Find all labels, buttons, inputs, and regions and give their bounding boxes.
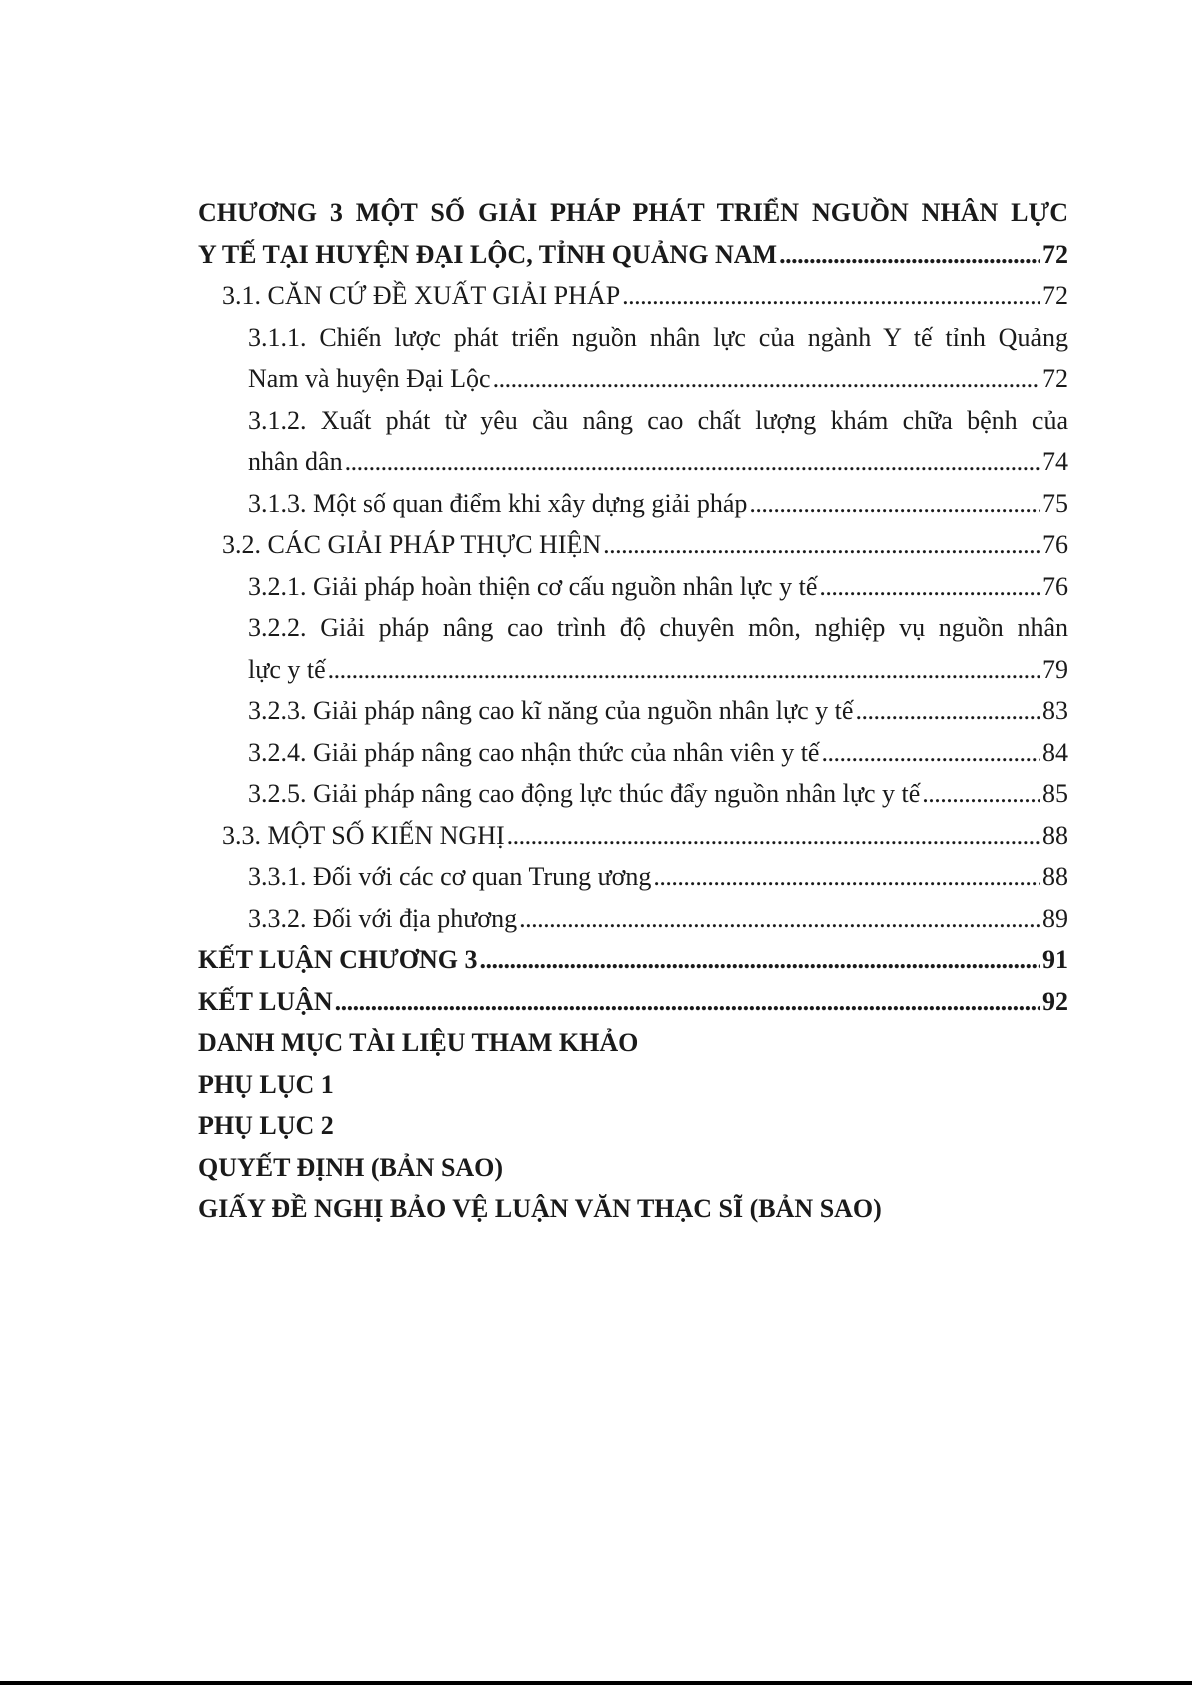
toc-page-number: 84 bbox=[1042, 737, 1068, 767]
dot-leader bbox=[779, 234, 1040, 276]
toc-section-3-3[interactable] bbox=[198, 815, 1068, 857]
toc-entry-text: 3.2.4. Giải pháp nâng cao nhận thức của nhân viên y tế bbox=[248, 737, 820, 767]
toc-references[interactable]: DANH MỤC TÀI LIỆU THAM KHẢO bbox=[198, 1028, 639, 1057]
dot-leader bbox=[519, 898, 1040, 940]
toc-section-3-3-1[interactable] bbox=[198, 856, 1068, 898]
toc-section-3-1-1-line1: 3.1.1. Chiến lược phát triển nguồn nhân lực của ngành Y tế tỉnh Quảng bbox=[248, 322, 1068, 352]
toc-entry-text: lực y tế bbox=[248, 654, 326, 684]
toc-page-number: 72 bbox=[1042, 239, 1068, 269]
toc-section-3-2-2-line1: 3.2.2. Giải pháp nâng cao trình độ chuyên môn, nghiệp vụ nguồn nhân bbox=[248, 613, 1068, 642]
dot-leader bbox=[622, 275, 1040, 317]
toc-page-number: 74 bbox=[1042, 447, 1068, 476]
dot-leader bbox=[480, 939, 1040, 981]
toc-entry-text: 3.2.1. Giải pháp hoàn thiện cơ cấu nguồn nhân lực y tế bbox=[248, 571, 818, 601]
table-of-contents bbox=[198, 192, 1068, 1230]
toc-entry-text: nhân dân bbox=[248, 447, 343, 476]
page-bottom-edge bbox=[0, 1681, 1192, 1685]
dot-leader bbox=[653, 856, 1040, 898]
toc-appendix-1[interactable]: PHỤ LỤC 1 bbox=[198, 1069, 334, 1099]
toc-page-number: 92 bbox=[1042, 986, 1068, 1016]
toc-page-number: 91 bbox=[1042, 945, 1068, 974]
dot-leader bbox=[507, 815, 1040, 857]
toc-entry-text: 3.3.1. Đối với các cơ quan Trung ương bbox=[248, 862, 652, 891]
toc-entry-text: 3.3. MỘT SỐ KIẾN NGHỊ bbox=[222, 820, 505, 850]
toc-page-number: 79 bbox=[1042, 654, 1068, 684]
toc-entry-text: Y TẾ TẠI HUYỆN ĐẠI LỘC, TỈNH QUẢNG NAM bbox=[198, 239, 778, 269]
toc-page-number: 72 bbox=[1042, 281, 1068, 310]
toc-section-3-2-5[interactable] bbox=[198, 773, 1068, 815]
toc-chapter3-line2[interactable] bbox=[198, 234, 1068, 276]
dot-leader bbox=[328, 649, 1040, 691]
toc-entry-text: KẾT LUẬN bbox=[198, 986, 333, 1016]
toc-page-number: 88 bbox=[1042, 862, 1068, 891]
toc-page-number: 88 bbox=[1042, 820, 1068, 850]
toc-entry-text: 3.3.2. Đối với địa phương bbox=[248, 903, 518, 933]
dot-leader bbox=[603, 524, 1040, 566]
dot-leader bbox=[493, 358, 1040, 400]
toc-chapter3-line1: CHƯƠNG 3 MỘT SỐ GIẢI PHÁP PHÁT TRIỂN NGUỒN NHÂN LỰC bbox=[198, 198, 1068, 227]
dot-leader bbox=[821, 732, 1040, 774]
toc-page-number: 75 bbox=[1042, 488, 1068, 518]
toc-entry-text: 3.2.3. Giải pháp nâng cao kĩ năng của nguồn nhân lực y tế bbox=[248, 696, 854, 725]
toc-section-3-2[interactable] bbox=[198, 524, 1068, 566]
toc-defense-request-copy[interactable]: GIẤY ĐỀ NGHỊ BẢO VỆ LUẬN VĂN THẠC SĨ (BẢN SAO) bbox=[198, 1194, 882, 1223]
toc-page-number: 83 bbox=[1042, 696, 1068, 725]
toc-entry-text: 3.1. CĂN CỨ ĐỀ XUẤT GIẢI PHÁP bbox=[222, 281, 621, 310]
toc-entry-text: KẾT LUẬN CHƯƠNG 3 bbox=[198, 945, 478, 974]
toc-page-number: 72 bbox=[1042, 364, 1068, 393]
toc-section-3-2-2-line2[interactable] bbox=[198, 649, 1068, 691]
toc-page-number: 85 bbox=[1042, 779, 1068, 808]
toc-section-3-1[interactable] bbox=[198, 275, 1068, 317]
toc-entry-text: 3.2. CÁC GIẢI PHÁP THỰC HIỆN bbox=[222, 530, 602, 559]
toc-appendix-2[interactable]: PHỤ LỤC 2 bbox=[198, 1111, 334, 1140]
dot-leader bbox=[819, 566, 1040, 608]
toc-section-3-2-3[interactable] bbox=[198, 690, 1068, 732]
toc-section-3-1-2-line2[interactable] bbox=[198, 441, 1068, 483]
toc-page-number: 76 bbox=[1042, 530, 1068, 559]
toc-section-3-3-2[interactable] bbox=[198, 898, 1068, 940]
toc-section-3-2-4[interactable] bbox=[198, 732, 1068, 774]
toc-chapter3-conclusion[interactable] bbox=[198, 939, 1068, 981]
dot-leader bbox=[922, 773, 1040, 815]
toc-decision-copy[interactable]: QUYẾT ĐỊNH (BẢN SAO) bbox=[198, 1152, 504, 1182]
toc-section-3-1-2-line1: 3.1.2. Xuất phát từ yêu cầu nâng cao chất lượng khám chữa bệnh của bbox=[248, 405, 1068, 435]
toc-section-3-1-3[interactable] bbox=[198, 483, 1068, 525]
dot-leader bbox=[345, 441, 1040, 483]
toc-section-3-1-1-line2[interactable] bbox=[198, 358, 1068, 400]
toc-page-number: 76 bbox=[1042, 571, 1068, 601]
dot-leader bbox=[855, 690, 1040, 732]
toc-conclusion[interactable] bbox=[198, 981, 1068, 1023]
toc-entry-text: Nam và huyện Đại Lộc bbox=[248, 364, 491, 393]
toc-entry-text: 3.2.5. Giải pháp nâng cao động lực thúc đẩy nguồn nhân lực y tế bbox=[248, 779, 921, 808]
toc-page-number: 89 bbox=[1042, 903, 1068, 933]
dot-leader bbox=[335, 981, 1040, 1023]
toc-section-3-2-1[interactable] bbox=[198, 566, 1068, 608]
toc-entry-text: 3.1.3. Một số quan điểm khi xây dựng giải pháp bbox=[248, 488, 748, 518]
dot-leader bbox=[749, 483, 1040, 525]
